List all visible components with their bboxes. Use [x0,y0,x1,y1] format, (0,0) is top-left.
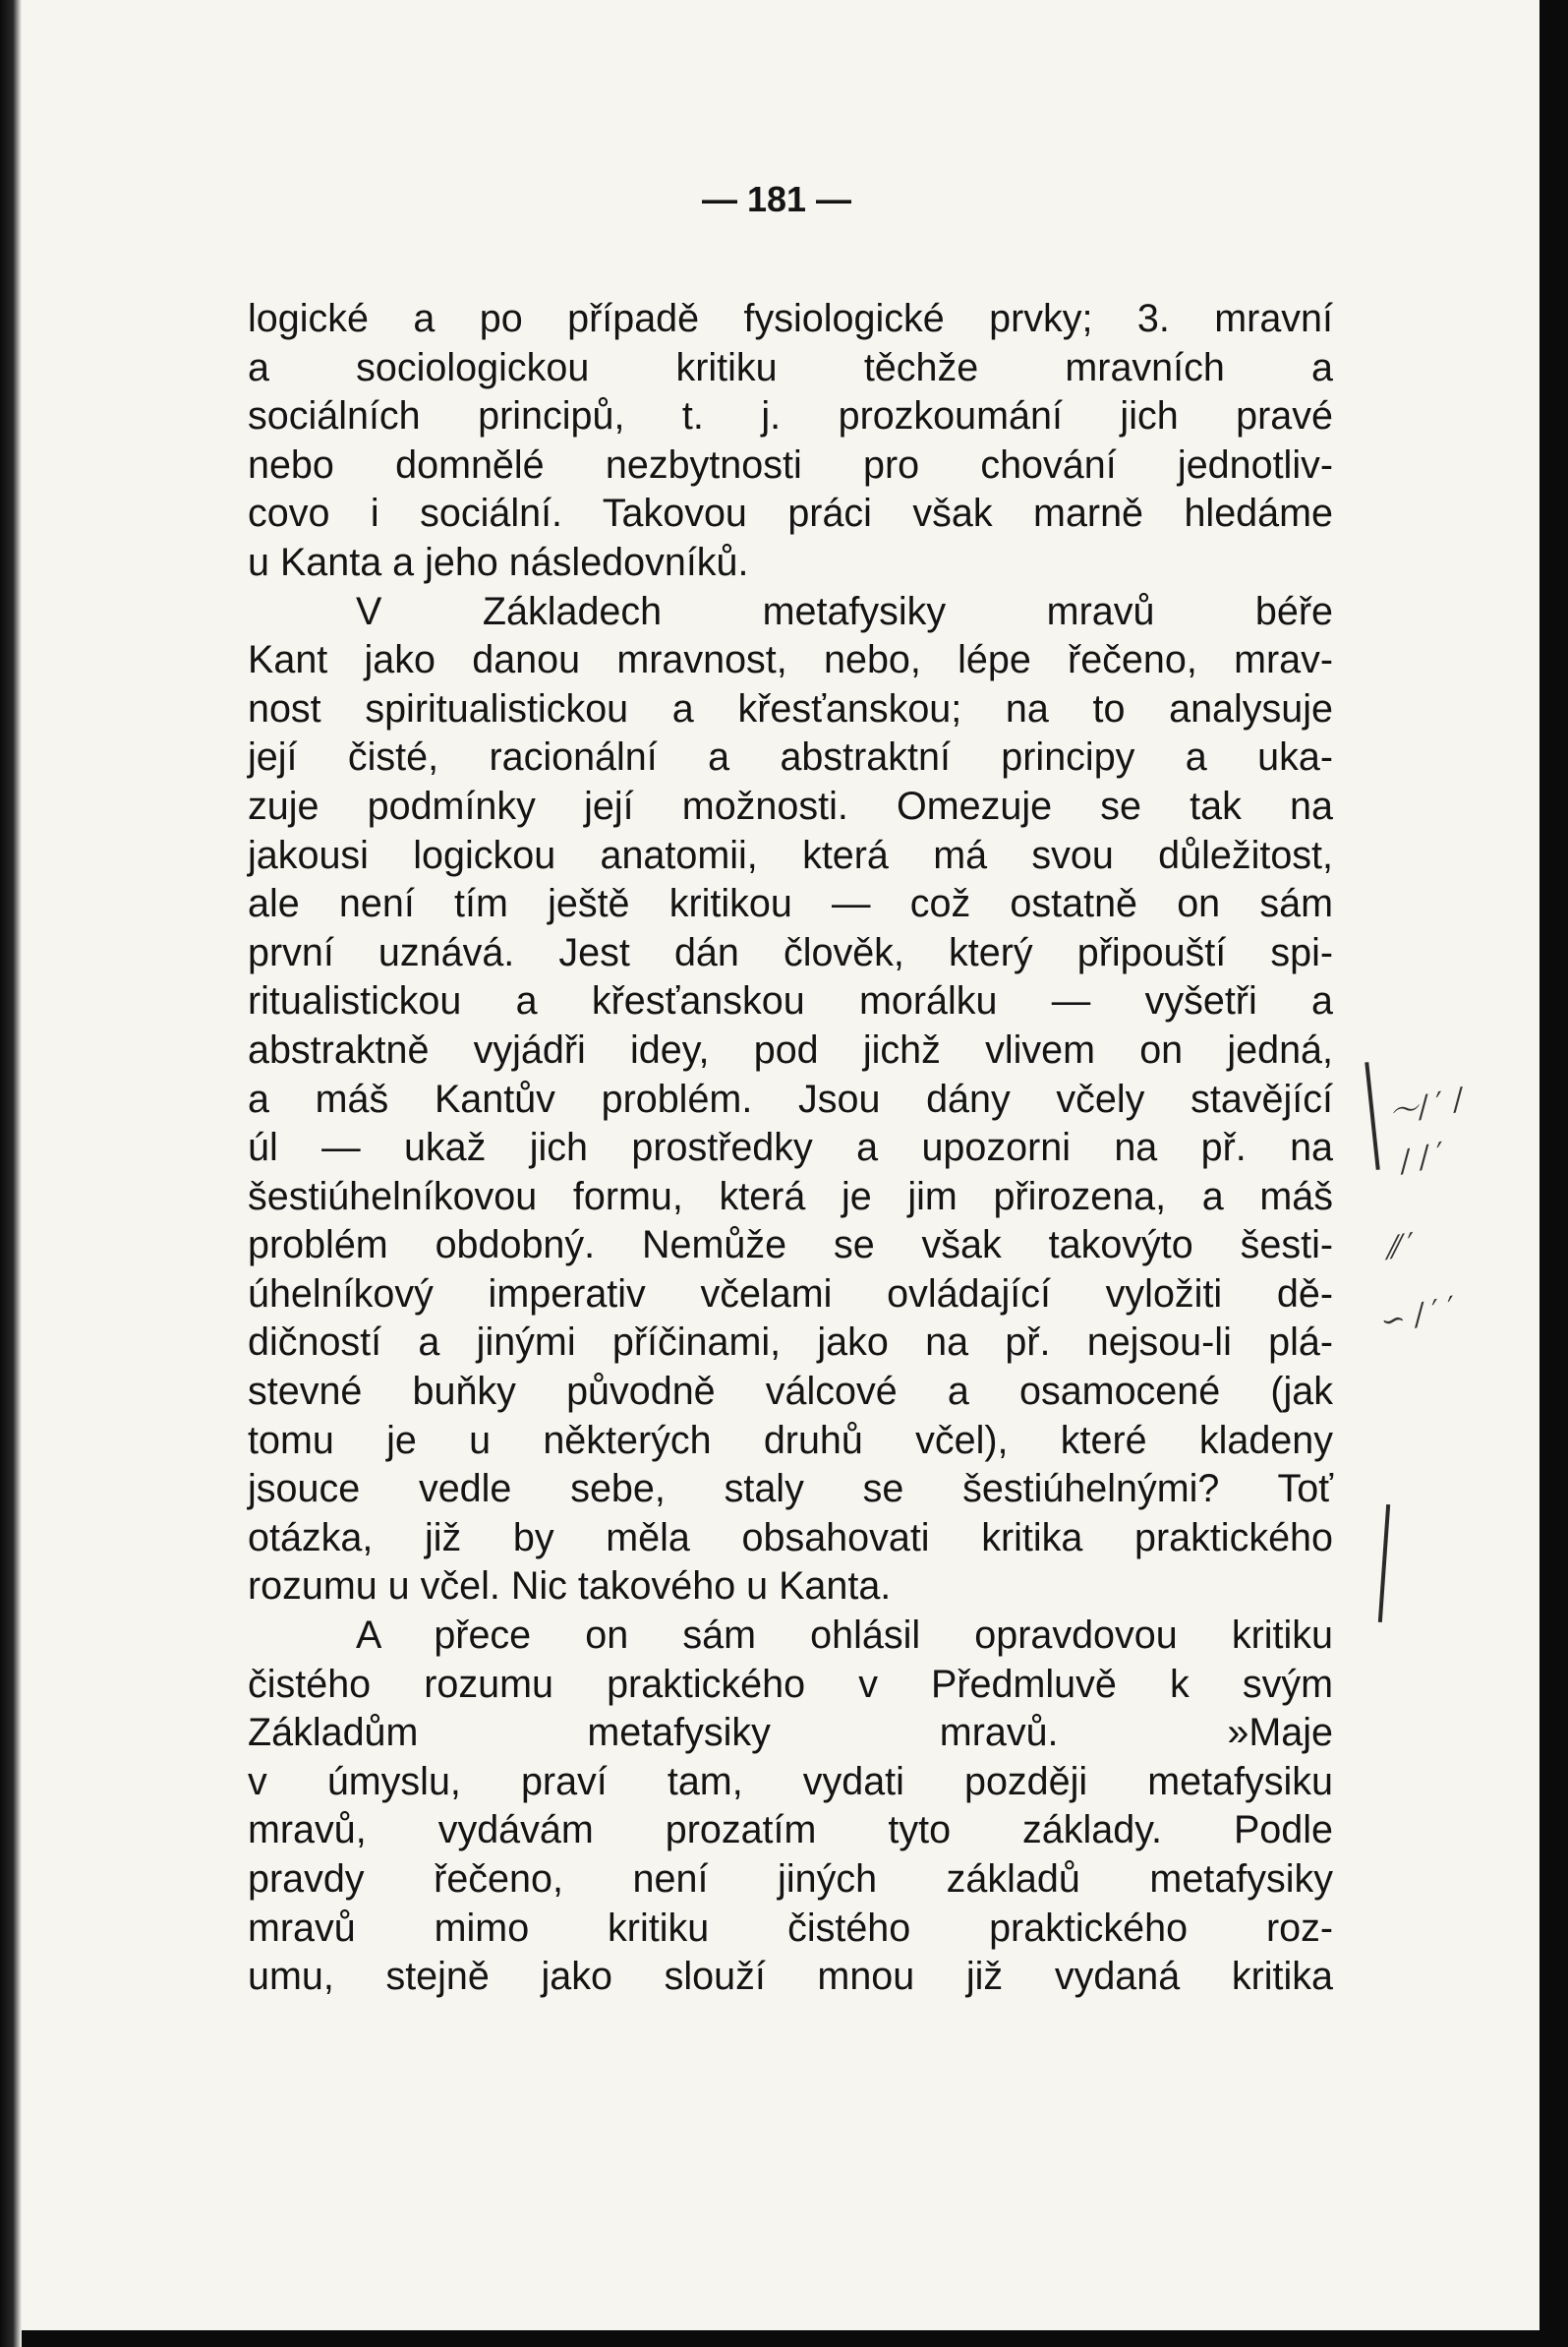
text-line: v úmyslu, praví tam, vydati později metafysiku [248,1759,1333,1803]
text-line: problém obdobný. Nemůže se však takovýto šesti- [248,1223,1333,1267]
text-line: ritualistickou a křesťanskou morálku — vyšetři a [248,979,1333,1024]
text-line: šestiúhelníkovou formu, která je jim přirozena, a máš [248,1174,1333,1218]
handwritten-scribble: ∽ ∕ ′ ′ [1377,1290,1460,1340]
text-line: stevné buňky původně válcové a osamocené (jak [248,1370,1333,1414]
page-number: — 181 — [701,179,852,219]
text-line: abstraktně vyjádři idey, pod jichž vlivem on jedná, [248,1027,1333,1072]
body-text [248,295,1333,2002]
text-line: umu, stejně jako slouží mnou již vydaná kritika [248,1955,1333,1999]
text-line: ale není tím ještě kritikou — což ostatně on sám [248,882,1333,926]
text-line: a máš Kantův problém. Jsou dány včely stavějící [248,1077,1333,1121]
page-binding-edge [0,0,22,2347]
text-line: Kant jako danou mravnost, nebo, lépe řečeno, mrav- [248,638,1333,682]
text-line: sociálních principů, t. j. prozkoumání jich pravé [248,394,1333,439]
text-line: logické a po případě fysiologické prvky; 3. mravní [248,297,1333,340]
text-line: pravdy řečeno, není jiných základů metafysiky [248,1857,1333,1901]
margin-bracket-mark [1378,1504,1390,1622]
text-line: jsouce vedle sebe, staly se šestiúhelnými? Toť [248,1467,1333,1511]
text-line: mravů, vydávám prozatím tyto základy. Podle [248,1808,1333,1852]
text-line: čistého rozumu praktického v Předmluvě k svým [248,1662,1333,1706]
text-line: nebo domnělé nezbytnosti pro chování jednotliv- [248,442,1333,487]
handwritten-scribble: ⁄⁄ ′ [1386,1226,1420,1266]
text-line: její čisté, racionální a abstraktní principy a uka- [248,735,1333,780]
text-line: úl — ukaž jich prostředky a upozorni na př. na [248,1126,1333,1170]
handwritten-margin-notes [1361,1042,1538,1632]
text-line: covo i sociální. Takovou práci však marně hledáme [248,492,1333,536]
text-line: úhelníkový imperativ včelami ovládající vyložiti dě- [248,1271,1333,1316]
text-line: jakousi logickou anatomii, která má svou důležitost, [248,833,1333,877]
page-shadow-edge [1542,0,1568,2347]
text-line: otázka, již by měla obsahovati kritika praktického [248,1515,1333,1559]
text-line: a sociologickou kritiku těchže mravních a [248,345,1333,389]
text-line: A přece on sám ohlásil opravdovou kritiku [356,1614,1333,1658]
text-line: u Kanta a jeho následovníků. [248,540,749,584]
text-line: nost spiritualistickou a křesťanskou; na to analysuje [248,686,1333,731]
text-line: rozumu u včel. Nic takového u Kanta. [248,1564,892,1609]
text-line: tomu je u některých druhů včel), které kladeny [248,1418,1333,1462]
book-page [14,0,1539,2330]
handwritten-scribble: ∕ ∕ ′ [1396,1136,1449,1180]
handwritten-scribble: 〜∕ ′ ∕ [1385,1082,1467,1132]
text-line: zuje podmínky její možnosti. Omezuje se tak na [248,784,1333,828]
text-line: Základům metafysiky mravů. »Maje [248,1711,1333,1755]
text-line: první uznává. Jest dán člověk, který připouští spi- [248,930,1333,974]
text-line: mravů mimo kritiku čistého praktického roz- [248,1906,1333,1950]
margin-bracket-mark [1365,1062,1379,1170]
text-line: dičností a jinými příčinami, jako na př. nejsou-li plá- [248,1320,1333,1365]
text-line: V Základech metafysiky mravů béře [356,589,1333,633]
